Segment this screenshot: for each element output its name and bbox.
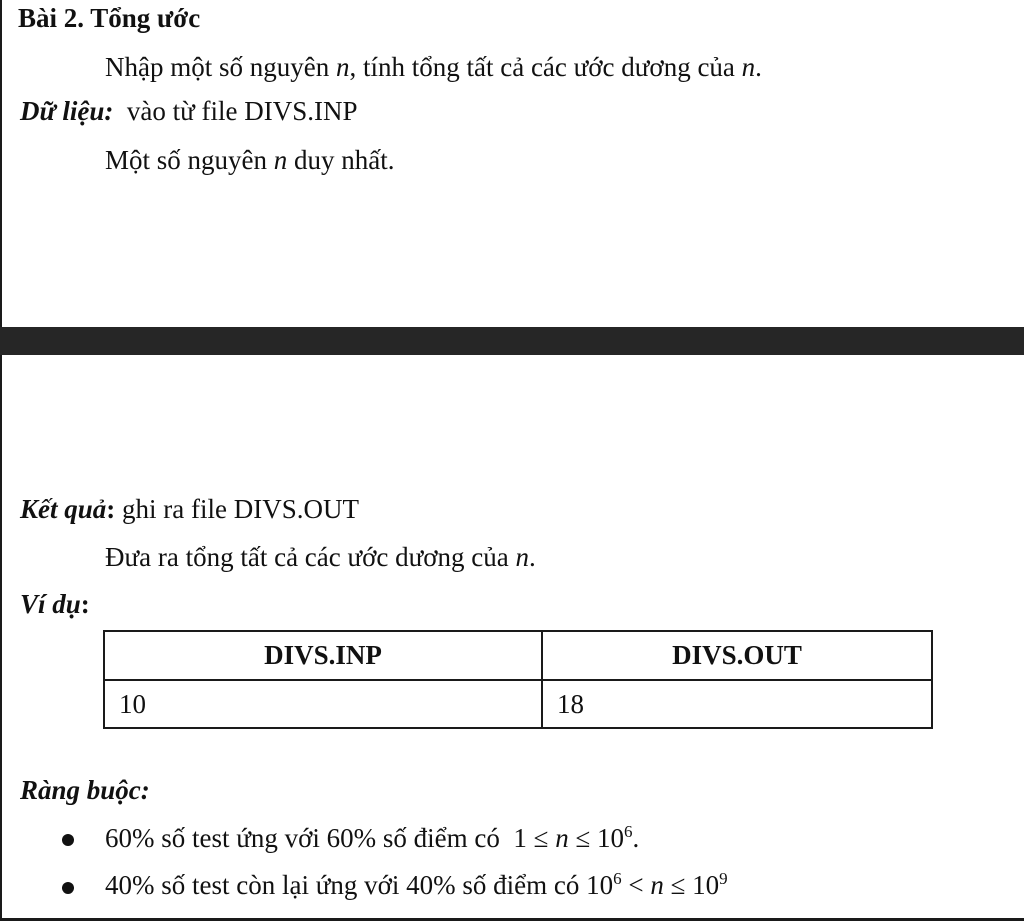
output-label: Kết quả bbox=[20, 494, 107, 524]
example-label-line bbox=[20, 588, 90, 620]
input-file-text: vào từ file DIVS.INP bbox=[126, 96, 358, 126]
constraint-2-math-var: n bbox=[650, 870, 664, 900]
constraint-1-math-left: 1 ≤ bbox=[513, 823, 556, 853]
constraint-2-text: 40% số test còn lại ứng với 40% số điểm có bbox=[105, 870, 587, 900]
statement-text: Nhập một số nguyên bbox=[105, 52, 336, 82]
table-row bbox=[104, 680, 932, 728]
example-cell-output: 18 bbox=[542, 680, 932, 728]
output-section-line bbox=[20, 493, 359, 525]
constraint-2-math-mid: < bbox=[621, 870, 651, 900]
output-description bbox=[105, 541, 536, 573]
constraint-2-math-tail: ≤ 10 bbox=[663, 870, 720, 900]
output-desc-text: Đưa ra tổng tất cả các ước dương của bbox=[105, 542, 516, 572]
input-section-line bbox=[20, 95, 358, 127]
statement-end: . bbox=[755, 52, 762, 82]
example-label-colon: : bbox=[80, 589, 90, 619]
bullet-icon bbox=[62, 882, 74, 894]
problem-statement bbox=[105, 51, 762, 83]
constraints-label: Ràng buộc: bbox=[20, 775, 150, 805]
input-desc-end: duy nhất. bbox=[287, 145, 395, 175]
bullet-icon bbox=[62, 834, 74, 846]
constraint-1-end: . bbox=[632, 823, 640, 853]
output-desc-end: . bbox=[529, 542, 536, 572]
example-header-input: DIVS.INP bbox=[104, 631, 542, 680]
input-desc-var-n: n bbox=[273, 145, 288, 175]
input-desc-text: Một số nguyên bbox=[105, 145, 274, 175]
statement-text-2: , tính tổng tất cả các ước dương của bbox=[349, 52, 742, 82]
example-table-header-row bbox=[104, 631, 932, 680]
constraint-item-1 bbox=[105, 822, 639, 854]
example-cell-input: 10 bbox=[104, 680, 542, 728]
constraint-1-math-mid: ≤ 10 bbox=[568, 823, 625, 853]
statement-var-n: n bbox=[335, 52, 350, 82]
input-label: Dữ liệu: bbox=[20, 96, 114, 126]
constraint-1-text: 60% số test ứng với 60% số điểm có bbox=[105, 823, 507, 853]
example-table bbox=[103, 630, 933, 729]
output-desc-var-n: n bbox=[515, 542, 530, 572]
statement-var-n-2: n bbox=[741, 52, 756, 82]
constraint-1-exponent: 6 bbox=[624, 822, 633, 841]
constraint-1-math-var: n bbox=[555, 823, 569, 853]
example-label: Ví dụ bbox=[20, 589, 81, 619]
input-description bbox=[105, 144, 395, 176]
constraint-item-2 bbox=[105, 869, 728, 901]
constraint-2-math-left: 10 bbox=[586, 870, 614, 900]
example-header-output: DIVS.OUT bbox=[542, 631, 932, 680]
output-label-colon: : bbox=[106, 494, 116, 524]
problem-title: Bài 2. Tổng ước bbox=[18, 3, 201, 33]
output-file-text: ghi ra file DIVS.OUT bbox=[115, 494, 359, 524]
constraint-2-exponent-2: 9 bbox=[719, 869, 728, 888]
page-divider-band bbox=[0, 327, 1024, 355]
constraint-2-exponent: 6 bbox=[613, 869, 622, 888]
